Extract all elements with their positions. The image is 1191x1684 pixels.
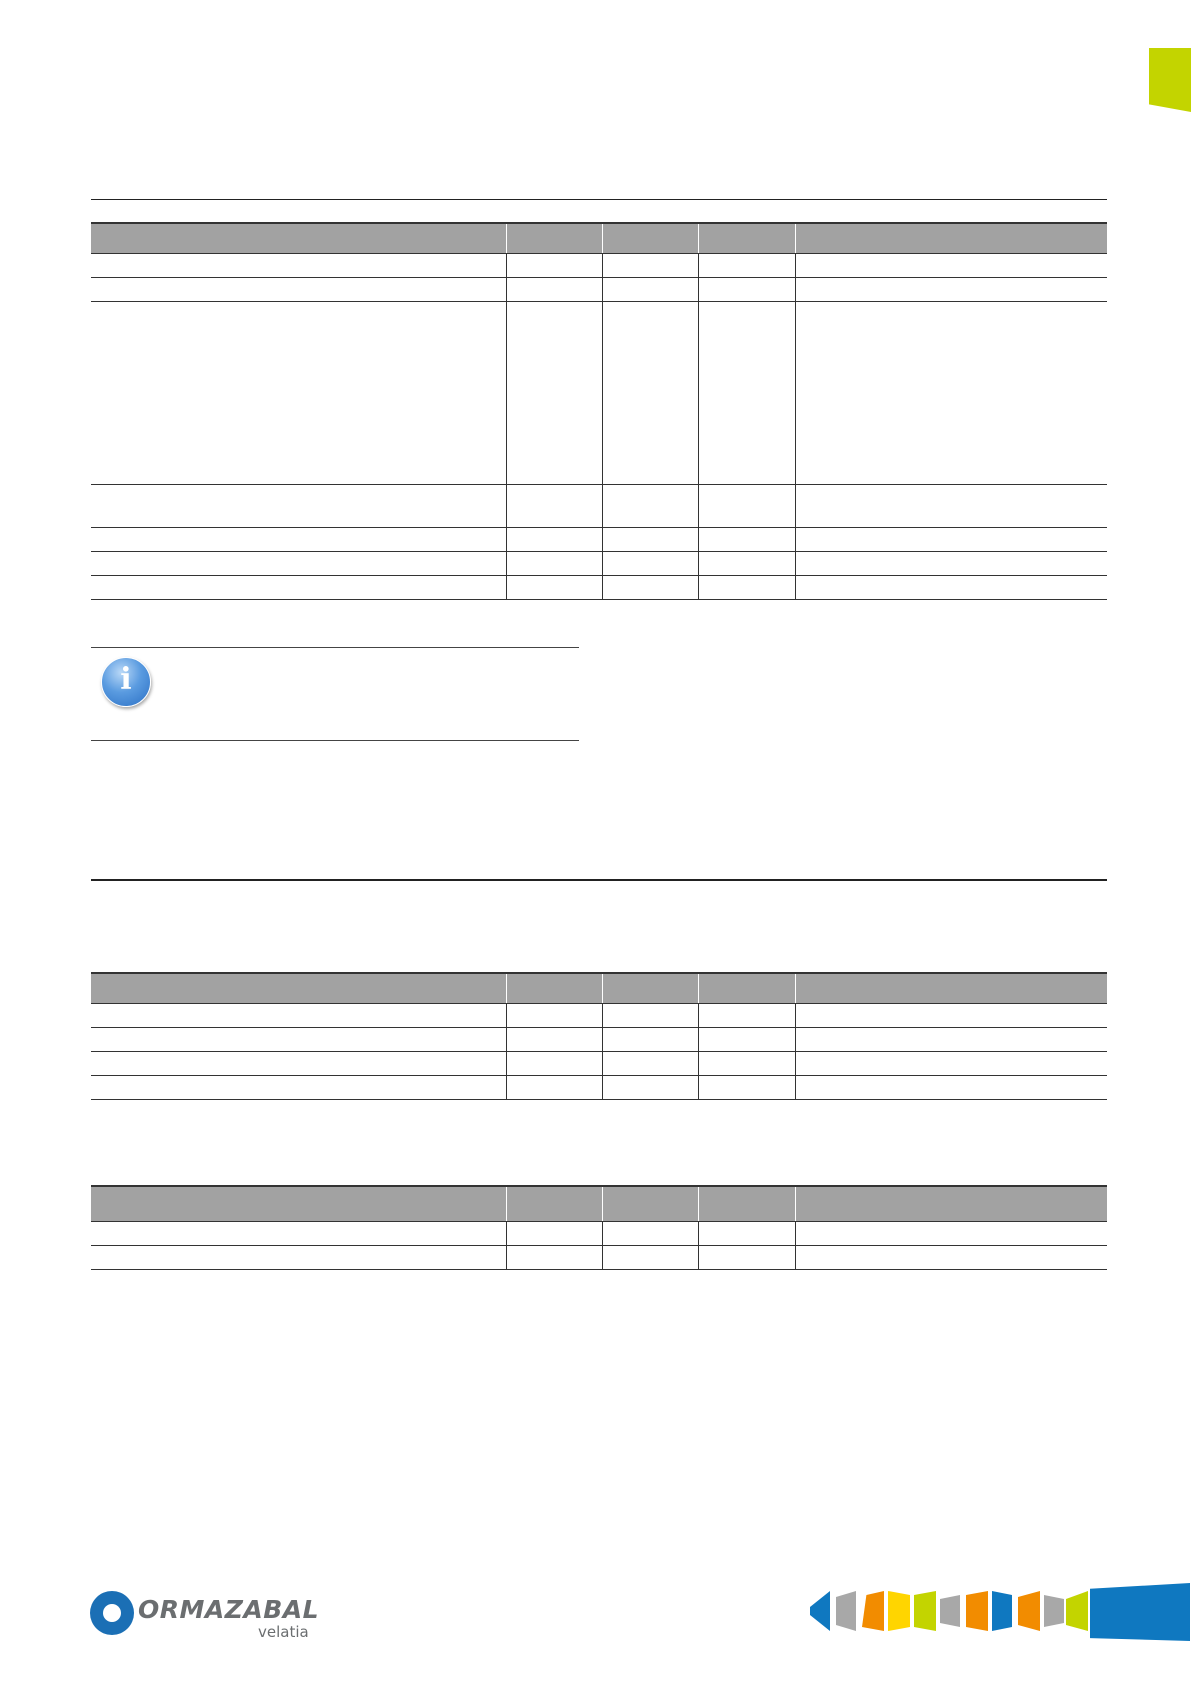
header-cell — [91, 1186, 506, 1221]
table-cell — [795, 1245, 1107, 1269]
section2-rule — [91, 879, 1107, 881]
table-cell — [698, 1075, 795, 1099]
header-cell — [795, 973, 1107, 1003]
table-cell — [506, 1051, 602, 1075]
section-corner-tab — [1149, 48, 1191, 112]
logo-sub-text: velatia — [258, 1623, 309, 1641]
info-icon: i — [101, 657, 151, 707]
table-cell — [795, 575, 1107, 599]
table-row — [91, 301, 1107, 484]
table-cell — [91, 1051, 506, 1075]
table-cell — [91, 1245, 506, 1269]
footer-stripe — [810, 1591, 830, 1631]
table-cell — [506, 1003, 602, 1027]
table-cell — [602, 301, 698, 484]
table-cell — [602, 575, 698, 599]
table-cell — [91, 1221, 506, 1245]
table-cell — [602, 1003, 698, 1027]
table-cell — [602, 484, 698, 527]
table-cell — [698, 1221, 795, 1245]
table-cell — [698, 575, 795, 599]
header-cell — [698, 223, 795, 253]
table-cell — [91, 484, 506, 527]
header-cell — [602, 973, 698, 1003]
table-cell — [506, 1027, 602, 1051]
table-cell — [91, 301, 506, 484]
table-cell — [91, 575, 506, 599]
section1-table — [91, 222, 1107, 600]
table-cell — [91, 253, 506, 277]
table-cell — [602, 551, 698, 575]
table-row — [91, 1221, 1107, 1245]
table-cell — [91, 527, 506, 551]
footer-stripe — [940, 1591, 960, 1631]
header-cell — [91, 973, 506, 1003]
table-cell — [91, 1027, 506, 1051]
header-cell — [602, 1186, 698, 1221]
footer-stripe — [1066, 1591, 1088, 1631]
table-row — [91, 484, 1107, 527]
table-row — [91, 551, 1107, 575]
table-cell — [698, 1027, 795, 1051]
table-cell — [795, 301, 1107, 484]
table-row — [91, 527, 1107, 551]
table-cell — [506, 551, 602, 575]
footer-stripe — [1090, 1583, 1190, 1641]
footer-stripe — [1018, 1591, 1040, 1631]
section1-rule — [91, 199, 1107, 200]
info-note-bottom-rule — [91, 740, 579, 741]
table-row — [91, 575, 1107, 599]
table-cell — [506, 277, 602, 301]
footer-stripe — [1044, 1591, 1064, 1631]
footer-stripe — [966, 1591, 988, 1631]
table-cell — [698, 301, 795, 484]
table-cell — [698, 484, 795, 527]
table-cell — [795, 551, 1107, 575]
logo-mark-icon — [90, 1591, 134, 1635]
header-cell — [91, 223, 506, 253]
table-cell — [795, 527, 1107, 551]
table-row — [91, 1051, 1107, 1075]
table-cell — [795, 1075, 1107, 1099]
header-cell — [795, 223, 1107, 253]
table-cell — [698, 551, 795, 575]
table-cell — [506, 1075, 602, 1099]
table-cell — [795, 253, 1107, 277]
table-header-row — [91, 1186, 1107, 1221]
table-row — [91, 1245, 1107, 1269]
table-cell — [698, 527, 795, 551]
table-cell — [602, 1245, 698, 1269]
table-cell — [795, 1221, 1107, 1245]
table-cell — [91, 1075, 506, 1099]
table-cell — [698, 1245, 795, 1269]
table-row — [91, 1003, 1107, 1027]
table-cell — [795, 277, 1107, 301]
table-cell — [795, 1027, 1107, 1051]
section2-table-b — [91, 1185, 1107, 1270]
header-cell — [698, 1186, 795, 1221]
table-row — [91, 277, 1107, 301]
footer-stripe — [914, 1591, 936, 1631]
table-cell — [698, 253, 795, 277]
table-row — [91, 1075, 1107, 1099]
table-cell — [602, 527, 698, 551]
table-cell — [506, 253, 602, 277]
table-cell — [506, 1221, 602, 1245]
header-cell — [506, 973, 602, 1003]
header-cell — [698, 973, 795, 1003]
table-cell — [506, 484, 602, 527]
footer-stripe — [862, 1591, 884, 1631]
table-cell — [506, 575, 602, 599]
footer-stripe — [888, 1591, 910, 1631]
table-cell — [602, 1075, 698, 1099]
footer-stripe — [836, 1591, 856, 1631]
table-cell — [506, 1245, 602, 1269]
table-cell — [506, 527, 602, 551]
table-cell — [698, 1003, 795, 1027]
table-cell — [506, 301, 602, 484]
table-cell — [602, 1221, 698, 1245]
header-cell — [602, 223, 698, 253]
table-cell — [602, 1051, 698, 1075]
info-note-top-rule — [91, 647, 579, 648]
table-cell — [795, 1051, 1107, 1075]
footer-decorative-stripes — [810, 1583, 1191, 1653]
table-cell — [795, 484, 1107, 527]
footer-stripe — [992, 1591, 1012, 1631]
table-cell — [602, 253, 698, 277]
table-header-row — [91, 973, 1107, 1003]
logo-brand-text: ORMAZABAL — [138, 1595, 320, 1624]
header-cell — [795, 1186, 1107, 1221]
ormazabal-logo — [90, 1589, 320, 1645]
header-cell — [506, 223, 602, 253]
table-row — [91, 253, 1107, 277]
table-cell — [698, 277, 795, 301]
table-cell — [91, 277, 506, 301]
table-cell — [795, 1003, 1107, 1027]
table-cell — [602, 1027, 698, 1051]
table-cell — [698, 1051, 795, 1075]
table-cell — [91, 1003, 506, 1027]
table-row — [91, 1027, 1107, 1051]
table-header-row — [91, 223, 1107, 253]
section2-table-a — [91, 972, 1107, 1100]
header-cell — [506, 1186, 602, 1221]
table-cell — [602, 277, 698, 301]
table-cell — [91, 551, 506, 575]
